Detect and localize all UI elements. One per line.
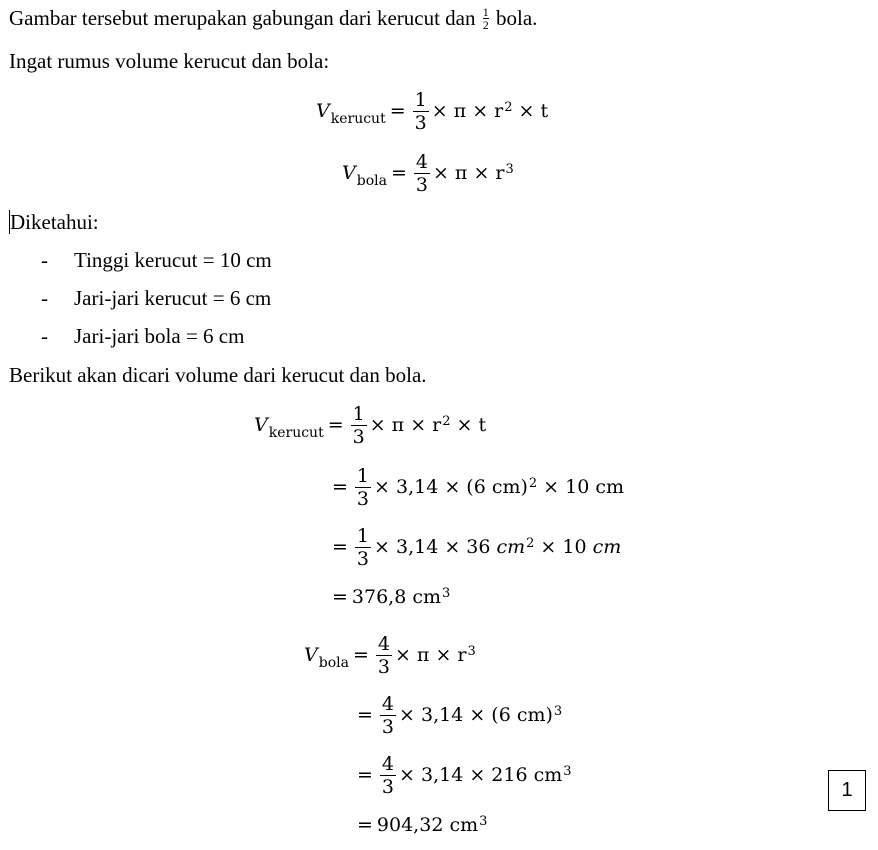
equals-sign: = xyxy=(332,536,348,558)
denominator: 3 xyxy=(352,425,365,448)
numerator: 4 xyxy=(415,150,428,173)
subscript: bola xyxy=(356,173,387,189)
equals-sign: = xyxy=(332,586,348,608)
cone-calc-line-3 xyxy=(328,522,621,572)
var-v: V xyxy=(304,644,318,666)
fraction xyxy=(380,693,396,738)
result-value: 904,32 cm xyxy=(376,814,479,836)
numerator: 1 xyxy=(414,88,427,111)
fraction xyxy=(351,403,367,448)
denominator: 3 xyxy=(415,173,428,196)
fraction xyxy=(355,525,371,570)
expression: × π × r xyxy=(431,100,504,122)
sphere-calc-result xyxy=(353,800,487,850)
sphere-calc-line-1 xyxy=(304,630,476,680)
expression: × 3,14 × (6 cm) xyxy=(399,704,553,726)
equals-sign: = xyxy=(327,414,344,436)
sphere-calc-line-3 xyxy=(353,750,572,800)
expression-tail: × t xyxy=(456,414,487,436)
cone-calc-line-2 xyxy=(328,462,624,512)
exponent: 3 xyxy=(442,585,451,601)
fraction xyxy=(355,465,371,510)
result-value: 376,8 cm xyxy=(351,586,442,608)
cone-calc-result xyxy=(328,572,450,622)
fraction xyxy=(376,633,392,678)
fraction xyxy=(380,753,396,798)
fraction xyxy=(413,89,429,134)
expression-tail: × 10 xyxy=(540,536,587,558)
expression: × 3,14 × 216 cm xyxy=(399,764,563,786)
denominator: 3 xyxy=(381,775,395,798)
expression-tail: × t xyxy=(518,100,549,122)
exponent: 2 xyxy=(504,99,513,115)
numerator: 4 xyxy=(381,752,395,775)
equals-sign: = xyxy=(357,764,373,786)
next-step-line: Berikut akan dicari volume dari kerucut dan bola. xyxy=(9,363,427,387)
expression: × π × r xyxy=(369,414,442,436)
subscript: kerucut xyxy=(330,111,386,127)
sphere-calc-line-2 xyxy=(353,690,562,740)
equals-sign: = xyxy=(357,814,373,836)
expression: × 3,14 × (6 cm) xyxy=(374,476,528,498)
numerator: 1 xyxy=(352,402,365,425)
numerator: 4 xyxy=(381,692,395,715)
subscript: bola xyxy=(318,655,349,671)
unit: cm xyxy=(592,536,622,558)
exponent: 3 xyxy=(467,643,476,659)
page-number-box: 1 xyxy=(828,770,866,811)
half-numerator: 1 xyxy=(482,4,489,19)
intro-text: Gambar tersebut merupakan gabungan dari kerucut dan xyxy=(9,6,476,30)
list-dash: - xyxy=(41,324,48,348)
numerator: 1 xyxy=(356,524,370,547)
half-fraction xyxy=(483,6,489,31)
exponent: 3 xyxy=(563,763,572,779)
list-dash: - xyxy=(41,248,48,272)
list-item: Jari-jari kerucut = 6 cm xyxy=(74,286,272,310)
denominator: 3 xyxy=(356,547,370,570)
expression: × π × r xyxy=(432,162,505,184)
denominator: 3 xyxy=(377,655,390,678)
numerator: 4 xyxy=(377,632,390,655)
unit: cm xyxy=(496,536,526,558)
numerator: 1 xyxy=(356,464,370,487)
list-dash: - xyxy=(41,286,48,310)
fraction xyxy=(414,151,430,196)
known-heading: Diketahui: xyxy=(10,210,99,234)
intro-line xyxy=(9,6,537,33)
sphere-volume-formula xyxy=(342,148,514,198)
var-v: V xyxy=(316,100,330,122)
cone-calc-line-1 xyxy=(254,400,486,450)
half-denominator: 2 xyxy=(482,17,489,32)
var-v: V xyxy=(342,162,356,184)
exponent: 2 xyxy=(528,475,538,491)
equals-sign: = xyxy=(389,100,406,122)
equals-sign: = xyxy=(332,476,348,498)
recall-line: Ingat rumus volume kerucut dan bola: xyxy=(9,49,330,73)
equals-sign: = xyxy=(357,704,373,726)
cone-volume-formula xyxy=(316,86,548,136)
denominator: 3 xyxy=(414,111,427,134)
denominator: 3 xyxy=(381,715,395,738)
equals-sign: = xyxy=(352,644,369,666)
exponent: 3 xyxy=(553,703,563,719)
expression: × π × r xyxy=(394,644,467,666)
exponent: 2 xyxy=(442,413,451,429)
equals-sign: = xyxy=(390,162,407,184)
var-v: V xyxy=(254,414,268,436)
list-item: Jari-jari bola = 6 cm xyxy=(74,324,245,348)
exponent: 2 xyxy=(526,535,535,551)
expression-tail: × 10 cm xyxy=(543,476,625,498)
expression: × 3,14 × 36 xyxy=(374,536,491,558)
intro-text-end: bola. xyxy=(495,6,538,30)
list-item: Tinggi kerucut = 10 cm xyxy=(74,248,272,272)
subscript: kerucut xyxy=(268,425,324,441)
exponent: 3 xyxy=(479,813,488,829)
exponent: 3 xyxy=(505,161,514,177)
denominator: 3 xyxy=(356,487,370,510)
